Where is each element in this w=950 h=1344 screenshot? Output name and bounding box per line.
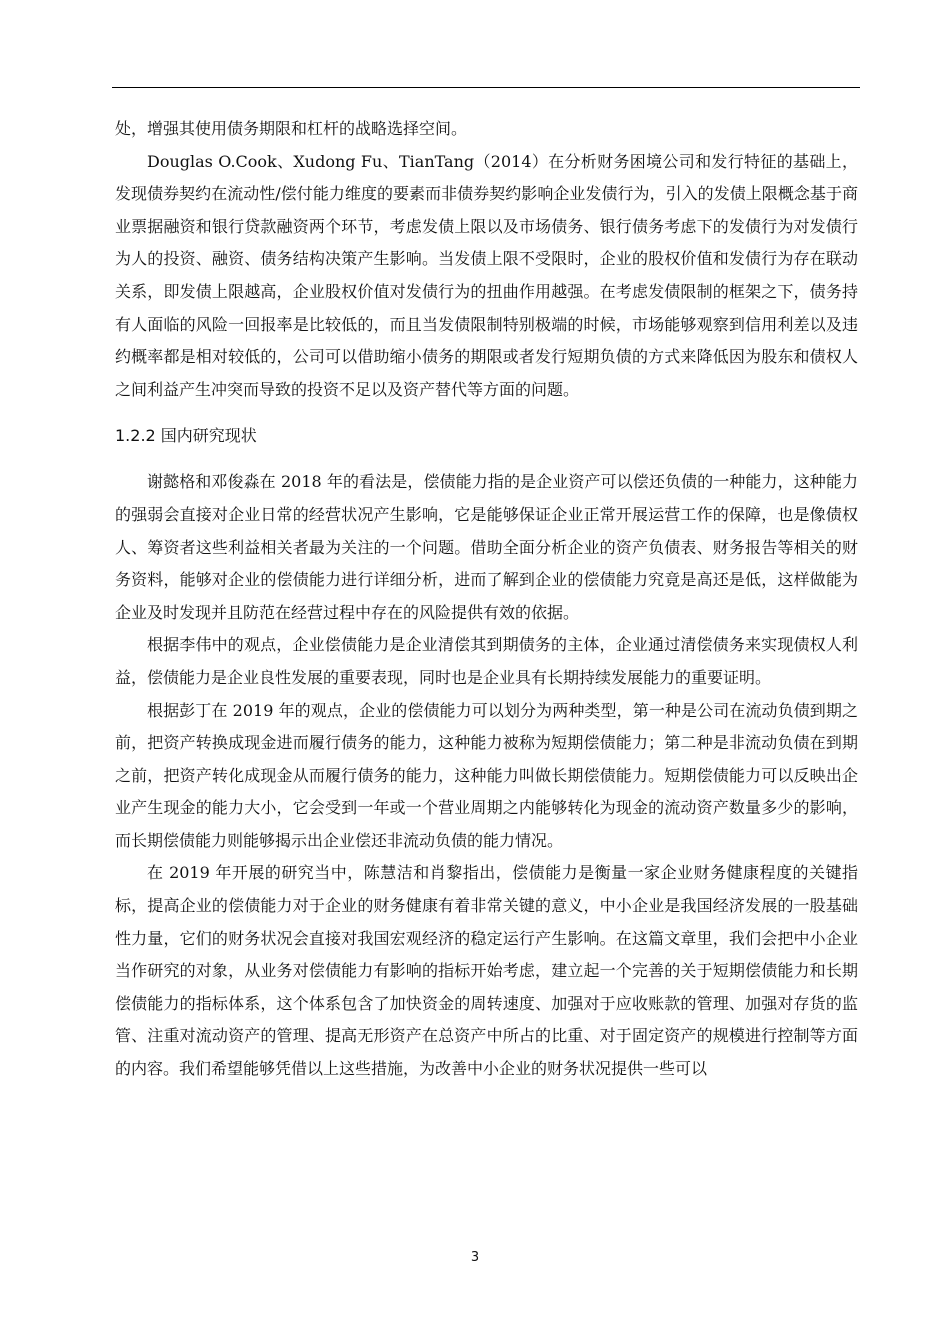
page-number: 3 — [470, 1250, 480, 1265]
paragraph-li-weizhong: 根据李伟中的观点，企业偿债能力是企业清偿其到期债务的主体，企业通过清偿债务来实现债权人利益，偿债能力是企业良性发展的重要表现，同时也是企业具有长期持续发展能力的重要证明。 — [115, 635, 858, 687]
header-rule — [112, 87, 860, 88]
paragraph-xie-deng: 谢懿格和邓俊淼在 2018 年的看法是，偿债能力指的是企业资产可以偿还负债的一种能力，这种能力的强弱会直接对企业日常的经营状况产生影响，它是能够保证企业正常开展运营工作的保障，也是像债权人、筹资者这些利益相关者最为关注的一个问题。借助全面分析企业的资产负债表、财务报告等相关的财务资料，能够对企业的偿债能力进行详细分析，进而了解到企业的偿债能力究竟是高还是低，这样做能为企业及时发现并且防范在经营过程中存在的风险提供有效的依据。 — [115, 472, 858, 622]
paragraph-chen-xiao: 在 2019 年开展的研究当中，陈慧洁和肖黎指出，偿债能力是衡量一家企业财务健康程度的关键指标，提高企业的偿债能力对于企业的财务健康有着非常关键的意义，中小企业是我国经济发展的一股基础性力量，它们的财务状况会直接对我国宏观经济的稳定运行产生影响。在这篇文章里，我们会把中小企业当作研究的对象，从业务对偿债能力有影响的指标开始考虑，建立起一个完善的关于短期偿债能力和长期偿债能力的指标体系，这个体系包含了加快资金的周转速度、加强对于应收账款的管理、加强对存货的监管、注重对流动资产的管理、提高无形资产在总资产中所占的比重、对于固定资产的规模进行控制等方面的内容。我们希望能够凭借以上这些措施，为改善中小企业的财务状况提供一些可以 — [115, 863, 858, 1079]
page-body — [115, 113, 858, 1086]
paragraph-peng-ding: 根据彭丁在 2019 年的观点，企业的偿债能力可以划分为两种类型，第一种是公司在流动负债到期之前，把资产转换成现金进而履行债务的能力，这种能力被称为短期偿债能力；第二种是非流动负债在到期之前，把资产转化成现金从而履行债务的能力，这种能力叫做长期偿债能力。短期偿债能力可以反映出企业产生现金的能力大小，它会受到一年或一个营业周期之内能够转化为现金的流动资产数量多少的影响，而长期偿债能力则能够揭示出企业偿还非流动负债的能力情况。 — [115, 700, 858, 850]
section-heading: 1.2.2 国内研究现状 — [115, 426, 257, 446]
paragraph-cook-fu-tiantang: Douglas O.Cook、Xudong Fu、TianTang（2014）在分析财务困境公司和发行特征的基础上，发现债券契约在流动性/偿付能力维度的要素而非债券契约影响企业发债行为，引入的发债上限概念基于商业票据融资和银行贷款融资两个环节，考虑发债上限以及市场债务、银行债务考虑下的发债行为对发债行为人的投资、融资、债务结构决策产生影响。当发债上限不受限时，企业的股权价值和发债行为存在联动关系，即发债上限越高，企业股权价值对发债行为的扭曲作用越强。在考虑发债限制的框架之下，债务持有人面临的风险一回报率是比较低的，而且当发债限制特别极端的时候，市场能够观察到信用利差以及违约概率都是相对较低的，公司可以借助缩小债务的期限或者发行短期负债的方式来降低因为股东和债权人之间利益产生冲突而导致的投资不足以及资产替代等方面的问题。 — [115, 151, 858, 399]
paragraph-continuation: 处，增强其使用债务期限和杠杆的战略选择空间。 — [115, 119, 468, 138]
